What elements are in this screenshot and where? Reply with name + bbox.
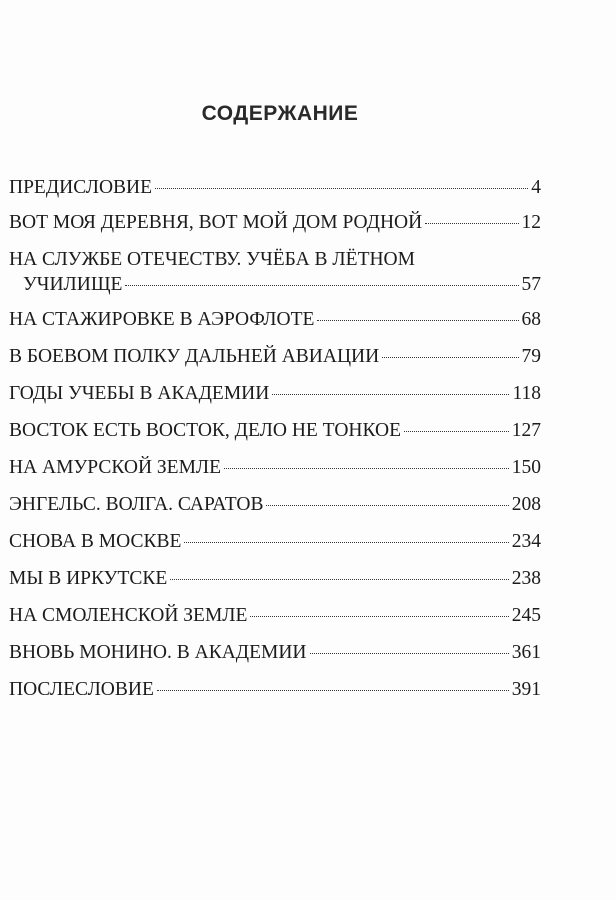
toc-page-number: 150 bbox=[511, 457, 541, 478]
toc-entry bbox=[9, 530, 541, 553]
toc-page-number: 245 bbox=[511, 605, 541, 626]
toc-entry bbox=[9, 567, 541, 590]
dot-leader bbox=[404, 431, 509, 432]
dot-leader bbox=[310, 653, 509, 654]
toc-entry-title-line1: НА СЛУЖБЕ ОТЕЧЕСТВУ. УЧЁБА В ЛЁТНОМ bbox=[9, 249, 415, 270]
toc-entry bbox=[9, 345, 541, 368]
toc-entry bbox=[9, 308, 541, 331]
toc-entry-title: НА СМОЛЕНСКОЙ ЗЕМЛЕ bbox=[9, 605, 248, 626]
toc-entry bbox=[9, 493, 541, 516]
toc-entry bbox=[9, 382, 541, 405]
toc-page-number: 127 bbox=[511, 420, 541, 441]
dot-leader bbox=[157, 690, 509, 691]
toc-page-number: 68 bbox=[521, 309, 541, 330]
dot-leader bbox=[382, 357, 518, 358]
toc-entry-title: В БОЕВОМ ПОЛКУ ДАЛЬНЕЙ АВИАЦИИ bbox=[9, 346, 380, 367]
toc-page-number: 238 bbox=[511, 568, 541, 589]
toc-entry bbox=[9, 678, 541, 701]
toc-entry-title: ПОСЛЕСЛОВИЕ bbox=[9, 679, 154, 700]
toc-page-number: 361 bbox=[511, 642, 541, 663]
toc-entry-title: НА АМУРСКОЙ ЗЕМЛЕ bbox=[9, 457, 222, 478]
toc-entry-title: ВНОВЬ МОНИНО. В АКАДЕМИИ bbox=[9, 642, 307, 663]
toc-page-number: 57 bbox=[521, 274, 541, 295]
dot-leader bbox=[266, 505, 508, 506]
toc-entry-title: ЭНГЕЛЬС. ВОЛГА. САРАТОВ bbox=[9, 494, 264, 515]
toc-page-number: 208 bbox=[511, 494, 541, 515]
table-of-contents bbox=[9, 176, 541, 701]
toc-entry bbox=[9, 419, 541, 442]
toc-entry-title: МЫ В ИРКУТСКЕ bbox=[9, 568, 168, 589]
toc-entry-title: ГОДЫ УЧЕБЫ В АКАДЕМИИ bbox=[9, 383, 270, 404]
toc-page-number: 79 bbox=[521, 346, 541, 367]
toc-entry bbox=[9, 176, 541, 199]
toc-entry-title: НА СТАЖИРОВКЕ В АЭРОФЛОТЕ bbox=[9, 309, 315, 330]
dot-leader bbox=[272, 394, 509, 395]
toc-entry-title: ВОСТОК ЕСТЬ ВОСТОК, ДЕЛО НЕ ТОНКОЕ bbox=[9, 420, 402, 441]
toc-entry bbox=[9, 248, 541, 296]
dot-leader bbox=[224, 468, 509, 469]
dot-leader bbox=[184, 542, 508, 543]
toc-entry bbox=[9, 456, 541, 479]
toc-page-number: 234 bbox=[511, 531, 541, 552]
dot-leader bbox=[155, 188, 528, 189]
toc-entry-title: ВОТ МОЯ ДЕРЕВНЯ, ВОТ МОЙ ДОМ РОДНОЙ bbox=[9, 212, 423, 233]
toc-entry-title: УЧИЛИЩЕ bbox=[23, 274, 123, 295]
dot-leader bbox=[170, 579, 508, 580]
toc-entry bbox=[9, 211, 541, 234]
toc-entry-title: СНОВА В МОСКВЕ bbox=[9, 531, 182, 552]
toc-page-number: 391 bbox=[511, 679, 541, 700]
toc-page-number: 12 bbox=[521, 212, 541, 233]
dot-leader bbox=[425, 223, 518, 224]
toc-entry-title: ПРЕДИСЛОВИЕ bbox=[9, 177, 153, 198]
dot-leader bbox=[250, 616, 508, 617]
page-title: СОДЕРЖАНИЕ bbox=[201, 102, 359, 125]
dot-leader bbox=[125, 285, 518, 286]
dot-leader bbox=[317, 320, 518, 321]
toc-entry bbox=[9, 641, 541, 664]
toc-entry bbox=[9, 604, 541, 627]
toc-page-number: 4 bbox=[531, 177, 541, 198]
toc-page-number: 118 bbox=[512, 383, 541, 404]
